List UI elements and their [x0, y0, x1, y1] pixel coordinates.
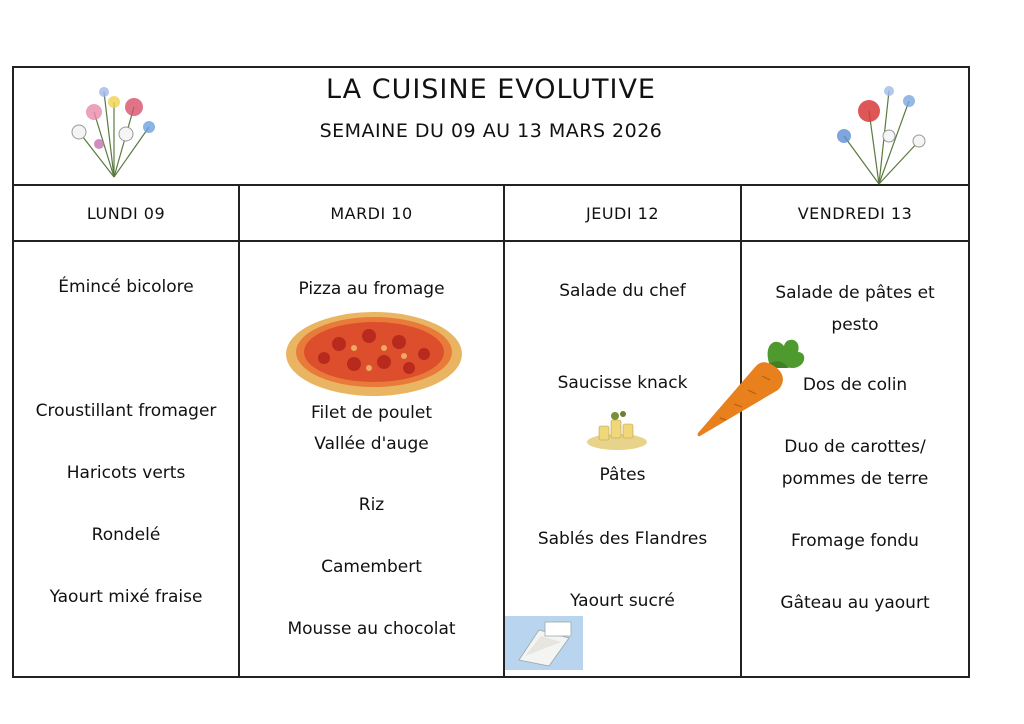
menu-frame — [12, 66, 970, 678]
column-mardi — [240, 242, 505, 676]
menu-item: pommes de terre — [781, 469, 929, 489]
page-title: LA CUISINE EVOLUTIVE — [326, 74, 656, 105]
menu-item: Sablés des Flandres — [537, 529, 708, 549]
day-header-lundi: LUNDI 09 — [14, 186, 240, 240]
pasta-icon — [585, 408, 649, 452]
day-header-mardi: MARDI 10 — [240, 186, 505, 240]
menu-item: Dos de colin — [802, 375, 908, 395]
column-jeudi — [505, 242, 742, 676]
menu-item: Rondelé — [91, 525, 161, 545]
menu-item: Salade de pâtes et — [775, 283, 935, 303]
menu-item: Pizza au fromage — [298, 279, 445, 299]
menu-item: Duo de carottes/ — [784, 437, 926, 457]
wildflower-bouquet-icon — [824, 76, 944, 186]
menu-item: Vallée d'auge — [314, 434, 429, 454]
menu-item: Yaourt sucré — [570, 591, 675, 611]
column-lundi — [14, 242, 240, 676]
pizza-icon — [284, 306, 464, 398]
menu-item: Yaourt mixé fraise — [49, 587, 203, 607]
carrot-icon — [692, 332, 808, 440]
menu-item: Camembert — [321, 557, 422, 577]
menu-item: Riz — [358, 495, 385, 515]
days-row — [14, 186, 968, 242]
menu-item: pesto — [831, 315, 879, 335]
week-subtitle: SEMAINE DU 09 AU 13 MARS 2026 — [319, 120, 663, 142]
day-header-vendredi: VENDREDI 13 — [797, 203, 913, 223]
menu-item: Haricots verts — [66, 463, 186, 483]
menu-item: Émincé bicolore — [58, 277, 194, 297]
menu-item: Salade du chef — [559, 281, 686, 301]
menu-item: Pâtes — [599, 465, 646, 485]
menu-item: Mousse au chocolat — [287, 619, 456, 639]
menu-item: Croustillant fromager — [35, 401, 217, 421]
menu-item: Saucisse knack — [557, 373, 688, 393]
yogurt-icon — [505, 616, 583, 670]
menu-header — [14, 68, 968, 186]
menu-columns — [14, 242, 968, 676]
menu-item: Filet de poulet — [311, 403, 432, 423]
menu-item: Fromage fondu — [791, 531, 919, 551]
day-header-jeudi: JEUDI 12 — [505, 186, 742, 240]
column-vendredi — [742, 242, 968, 676]
menu-item: Gâteau au yaourt — [780, 593, 930, 613]
